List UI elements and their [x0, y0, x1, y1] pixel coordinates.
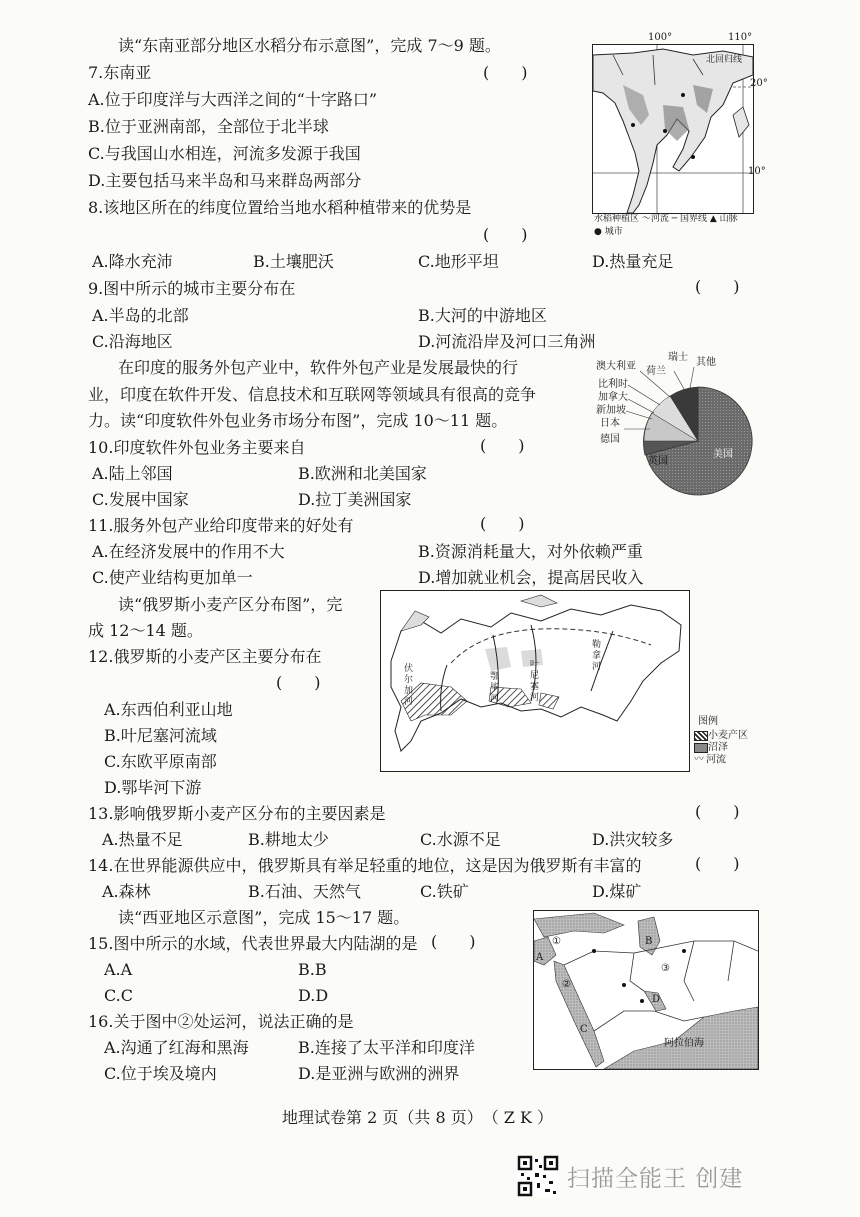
q16-stem: 16.关于图中②处运河，说法正确的是: [88, 1012, 354, 1031]
q16-option-a[interactable]: A.沟通了红海和黑海: [104, 1038, 249, 1057]
q13-option-a[interactable]: A.热量不足: [102, 830, 183, 849]
q16-option-d[interactable]: D.是亚洲与欧洲的洲界: [298, 1064, 460, 1083]
pie-label-netherlands: 荷兰: [646, 366, 666, 377]
q12-option-b[interactable]: B.叶尼塞河流域: [104, 726, 217, 745]
map2-legend-river: 〰 河流: [694, 754, 726, 766]
q16-option-b[interactable]: B.连接了太平洋和印度洋: [298, 1038, 475, 1057]
q12-stem: 12.俄罗斯的小麦产区主要分布在: [88, 647, 322, 666]
intro-12-14-line2: 成 12～14 题。: [88, 621, 203, 640]
map1-lat-10: 10°: [748, 166, 766, 177]
q11-stem: 11.服务外包产业给印度带来的好处有: [88, 516, 354, 535]
pie-label-belgium: 比利时: [598, 379, 628, 390]
intro-7-9: 读“东南亚部分地区水稻分布示意图”，完成 7～9 题。: [118, 36, 501, 55]
q11-answer-paren[interactable]: ( ): [480, 514, 525, 533]
q7-answer-paren[interactable]: ( ): [483, 63, 528, 82]
intro-10-11-line2: 业，印度在软件开发、信息技术和互联网等领域具有很高的竞争: [88, 385, 537, 404]
q14-option-c[interactable]: C.铁矿: [420, 882, 469, 901]
intro-10-11-line3: 力。读“印度软件外包业务市场分布图”，完成 10～11 题。: [88, 411, 508, 430]
q8-answer-paren[interactable]: ( ): [483, 225, 528, 244]
q15-option-c[interactable]: C.C: [104, 986, 133, 1005]
swamp-swatch-icon: [694, 743, 708, 753]
pie-label-germany: 德国: [600, 434, 620, 445]
map1-legend-line2: ● 城市: [594, 227, 623, 237]
map3-label-C: C: [580, 1024, 588, 1035]
pie-label-australia: 澳大利亚: [596, 361, 636, 372]
q8-option-c[interactable]: C.地形平坦: [418, 252, 499, 271]
q10-option-a[interactable]: A.陆上邻国: [92, 464, 173, 483]
pie-label-switzerland: 瑞士: [668, 352, 688, 363]
q8-option-b[interactable]: B.土壤肥沃: [253, 252, 334, 271]
pie-label-japan: 日本: [600, 418, 620, 429]
q10-option-c[interactable]: C.发展中国家: [92, 490, 189, 509]
q12-answer-paren[interactable]: ( ): [276, 673, 321, 692]
map3-label-3: ③: [661, 963, 670, 974]
q12-option-a[interactable]: A.东西伯利亚山地: [104, 700, 233, 719]
map1-tropic-label: 北回归线: [706, 55, 743, 65]
scanner-watermark: 扫描全能王 创建: [567, 1166, 744, 1192]
q12-option-c[interactable]: C.东欧平原南部: [104, 752, 217, 771]
map3-label-A: A: [536, 952, 544, 963]
map1-lon-110: 110°: [728, 32, 753, 43]
map3-label-B: B: [645, 936, 653, 947]
map2-river-ob: 鄂毕河: [490, 672, 500, 704]
q11-option-c[interactable]: C.使产业结构更加单一: [92, 568, 253, 587]
map2-river-yenisei: 叶尼塞河: [530, 660, 540, 703]
map3-label-1: ①: [552, 936, 561, 947]
q13-stem: 13.影响俄罗斯小麦产区分布的主要因素是: [88, 804, 386, 823]
map2-river-lena: 勒拿河: [592, 640, 602, 672]
map2-river-volga: 伏尔加河: [404, 664, 414, 707]
q8-stem: 8.该地区所在的纬度位置给当地水稻种植带来的优势是: [88, 198, 472, 217]
map3-label-D: D: [652, 994, 661, 1005]
q16-option-c[interactable]: C.位于埃及境内: [104, 1064, 217, 1083]
map1-legend-line1: 水稻种植区 ～河流 ─ 国界线 ▲ 山脉: [594, 214, 738, 224]
q10-answer-paren[interactable]: ( ): [480, 436, 525, 455]
southeast-asia-map: [592, 44, 754, 214]
q9-option-a[interactable]: A.半岛的北部: [92, 306, 189, 325]
river-line-icon: 〰: [694, 754, 704, 765]
q13-answer-paren[interactable]: ( ): [695, 802, 740, 821]
q15-option-d[interactable]: D.D: [298, 986, 329, 1005]
q7-option-b[interactable]: B.位于亚洲南部，全部位于北半球: [88, 117, 329, 136]
q13-option-c[interactable]: C.水源不足: [420, 830, 501, 849]
pie-label-uk: 英国: [648, 456, 668, 467]
page-footer: 地理试卷第 2 页（共 8 页） （ Z K ）: [282, 1108, 554, 1127]
pie-label-canada: 加拿大: [598, 392, 628, 403]
q9-option-d[interactable]: D.河流沿岸及河口三角洲: [418, 332, 596, 351]
hatch-swatch-icon: [694, 731, 708, 741]
q9-option-c[interactable]: C.沿海地区: [92, 332, 173, 351]
q8-option-a[interactable]: A.降水充沛: [92, 252, 173, 271]
pie-label-other: 其他: [696, 357, 716, 368]
map2-legend-swamp: 沼泽: [694, 742, 728, 754]
q14-answer-paren[interactable]: ( ): [695, 854, 740, 873]
q7-option-c[interactable]: C.与我国山水相连，河流多发源于我国: [88, 144, 361, 163]
q15-stem: 15.图中所示的水域，代表世界最大内陆湖的是: [88, 934, 418, 953]
intro-15-17: 读“西亚地区示意图”，完成 15～17 题。: [118, 908, 410, 927]
q10-stem: 10.印度软件外包业务主要来自: [88, 438, 306, 457]
intro-10-11-line1: 在印度的服务外包产业中，软件外包产业是发展最快的行: [118, 358, 519, 377]
q14-option-d[interactable]: D.煤矿: [592, 882, 642, 901]
q7-stem: 7.东南亚: [88, 63, 152, 82]
q11-option-a[interactable]: A.在经济发展中的作用不大: [92, 542, 285, 561]
q15-option-a[interactable]: A.A: [104, 960, 133, 979]
q13-option-b[interactable]: B.耕地太少: [248, 830, 329, 849]
q14-stem: 14.在世界能源供应中，俄罗斯具有举足轻重的地位，这是因为俄罗斯有丰富的: [88, 856, 642, 875]
pie-label-singapore: 新加坡: [596, 405, 626, 416]
map2-legend-wheat: 小麦产区: [694, 730, 748, 742]
q15-answer-paren[interactable]: ( ): [431, 932, 476, 951]
q10-option-b[interactable]: B.欧洲和北美国家: [298, 464, 427, 483]
intro-12-14-line1: 读“俄罗斯小麦产区分布图”，完: [118, 595, 343, 614]
q9-answer-paren[interactable]: ( ): [695, 277, 740, 296]
q9-stem: 9.图中所示的城市主要分布在: [88, 279, 296, 298]
pie-label-usa: 美国: [713, 449, 733, 460]
qr-code-icon: [517, 1155, 559, 1197]
map2-legend-title: 图例: [698, 716, 718, 727]
q9-option-b[interactable]: B.大河的中游地区: [418, 306, 547, 325]
map1-lat-20: 20°: [750, 78, 768, 89]
q7-option-d[interactable]: D.主要包括马来半岛和马来群岛两部分: [88, 171, 362, 190]
q13-option-d[interactable]: D.洪灾较多: [592, 830, 674, 849]
q14-option-a[interactable]: A.森林: [102, 882, 151, 901]
q8-option-d[interactable]: D.热量充足: [592, 252, 674, 271]
q11-option-d[interactable]: D.增加就业机会，提高居民收入: [418, 568, 644, 587]
map1-lon-100: 100°: [648, 32, 673, 43]
q7-option-a[interactable]: A.位于印度洋与大西洋之间的“十字路口”: [88, 90, 378, 109]
q11-option-b[interactable]: B.资源消耗量大，对外依赖严重: [418, 542, 643, 561]
q10-option-d[interactable]: D.拉丁美洲国家: [298, 490, 412, 509]
q14-option-b[interactable]: B.石油、天然气: [248, 882, 361, 901]
map3-label-arabian-sea: 阿拉伯海: [664, 1038, 704, 1049]
map3-label-2: ②: [562, 979, 571, 990]
q12-option-d[interactable]: D.鄂毕河下游: [104, 778, 202, 797]
q15-option-b[interactable]: B.B: [298, 960, 327, 979]
